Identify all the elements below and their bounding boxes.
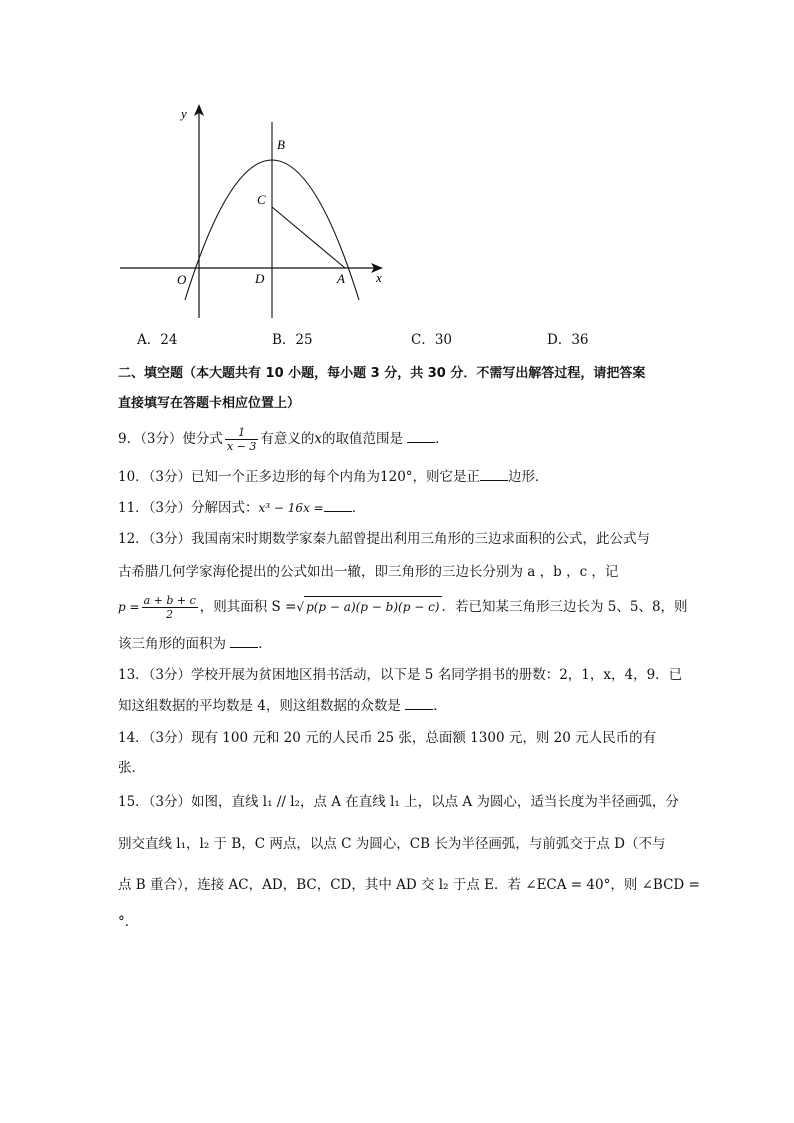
q12-p-fraction <box>142 594 198 621</box>
q12-line2: 古希腊几何学家海伦提出的公式如出一辙，即三角形的三边长分别为 a ，b ，c ，记 <box>118 564 619 580</box>
label-y: y <box>181 106 187 121</box>
q9-blank <box>407 428 435 443</box>
q13-line2 <box>118 695 447 716</box>
q13-blank <box>405 695 433 710</box>
q11-end: ． <box>351 500 366 516</box>
section2-heading-line2: 直接填写在答题卡相应位置上） <box>118 396 301 411</box>
q9-fraction <box>225 426 258 453</box>
q10-end: 边形． <box>508 469 549 485</box>
q12-area-text: ，则其面积 S = <box>199 599 297 615</box>
q11-prefix: 11．（3分）分解因式： <box>118 500 259 516</box>
q12-sqrt-expr: p(p − a)(p − b)(p − c) <box>304 596 441 617</box>
q12-p-den: 2 <box>166 608 174 621</box>
q15-line2: 别交直线 l₁，l₂ 于 B，C 两点，以点 C 为圆心，CB 长为半径画弧，与前弧交于点 D（不与 <box>118 836 666 852</box>
q12-p-lhs: p = <box>118 600 140 614</box>
q9-num: 1 <box>225 426 258 440</box>
q11-expr: x³ − 16x = <box>258 501 324 515</box>
q14-line2: 张． <box>118 760 145 776</box>
q13-line2-end: ． <box>433 698 447 714</box>
q12-blank <box>230 633 258 648</box>
label-x: x <box>376 270 382 285</box>
label-a: A <box>337 271 345 286</box>
q11-blank <box>324 497 352 512</box>
option-b: B．25 <box>272 332 313 348</box>
question-9 <box>118 426 449 453</box>
option-d: D．36 <box>547 332 589 348</box>
label-b: B <box>277 137 285 152</box>
q9-suffix: 的取值范围是 <box>321 431 403 447</box>
option-a: A．24 <box>137 332 178 348</box>
segment-ca <box>272 207 345 268</box>
q10-blank <box>480 466 508 481</box>
q9-prefix: 9．（3分）使分式 <box>118 431 223 447</box>
q13-line1: 13．（3分）学校开展为贫困地区捐书活动，以下是 5 名同学捐书的册数：2，1，x，4，9．已 <box>118 667 683 683</box>
q14-line1: 14．（3分）现有 100 元和 20 元的人民币 25 张，总面额 1300 元，则 20 元人民币的有 <box>118 730 657 746</box>
q12-line4-text: 该三角形的面积为 <box>118 636 226 652</box>
label-c: C <box>257 192 266 207</box>
question-11 <box>118 497 365 518</box>
section2-heading-line1: 二、填空题（本大题共有 10 小题，每小题 3 分，共 30 分．不需写出解答过程，请把答案 <box>118 366 646 381</box>
q9-var: x <box>314 431 322 447</box>
q15-line4: °． <box>118 914 139 930</box>
q12-line3: p = $\frac{a + b + c}{2}$ ，则其面积 S =√ p(p − a)(p − b)(p − c) ．若已知某三角形三边长为 5、5、8，则 <box>118 594 688 621</box>
label-o: O <box>177 272 187 287</box>
q15-line3: 点 B 重合），连接 AC，AD，BC，CD，其中 AD 交 l₂ 于点 E．若 ∠ECA = 40°，则 ∠BCD = <box>118 877 700 893</box>
q12-p-num: a + b + c <box>143 594 196 607</box>
q13-line2-text: 知这组数据的平均数是 4，则这组数据的众数是 <box>118 698 401 714</box>
question-10 <box>118 466 549 487</box>
q15-line1: 15．（3分）如图，直线 l₁ // l₂，点 A 在直线 l₁ 上，以点 A 为圆心，适当长度为半径画弧，分 <box>118 794 679 810</box>
q12-line4 <box>118 633 272 654</box>
q12-line3-rest: ．若已知某三角形三边长为 5、5、8，则 <box>441 599 688 615</box>
label-d: D <box>255 271 265 286</box>
q9-den: x − 3 <box>226 440 257 453</box>
option-c: C．30 <box>411 332 453 348</box>
parabola-figure <box>115 100 395 325</box>
q9-mid: 有意义的 <box>260 431 315 447</box>
q12-line1: 12．（3分）我国南宋时期数学家秦九韶曾提出利用三角形的三边求面积的公式，此公式与 <box>118 531 651 547</box>
q10-text: 10．（3分）已知一个正多边形的每个内角为120°，则它是正 <box>118 469 481 485</box>
q9-end: ． <box>435 431 449 447</box>
q12-line4-end: ． <box>258 636 272 652</box>
